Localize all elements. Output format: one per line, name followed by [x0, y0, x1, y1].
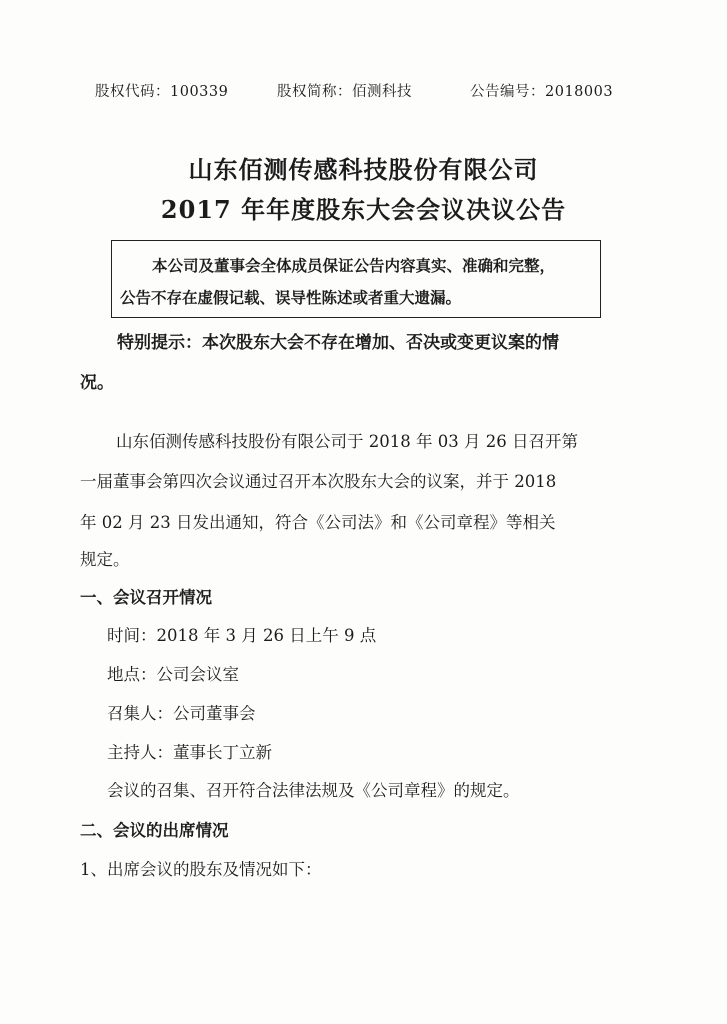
- intro-line-2: 一届董事会第四次会议通过召开本次股东大会的议案，并于 2018: [80, 472, 557, 491]
- stock-code: 股权代码：100339: [95, 84, 229, 100]
- document-title-line-2: 2017 年年度股东大会会议决议公告: [160, 195, 567, 224]
- document-title-line-1: 山东佰测传感科技股份有限公司: [188, 155, 539, 184]
- intro-line-1: 山东佰测传感科技股份有限公司于 2018 年 03 月 26 日召开第: [116, 432, 578, 451]
- intro-line-3: 年 02 月 23 日发出通知，符合《公司法》和《公司章程》等相关: [80, 513, 556, 532]
- intro-line-4: 规定。: [80, 550, 130, 569]
- special-note-line-1: 特别提示：本次股东大会不存在增加、否决或变更议案的情: [117, 333, 559, 353]
- header-line: [95, 80, 635, 100]
- meeting-host: 主持人：董事长丁立新: [107, 743, 272, 762]
- attendance-item-1: 1、出席会议的股东及情况如下：: [80, 860, 322, 879]
- section-1-heading: 一、会议召开情况: [80, 588, 212, 607]
- meeting-compliance: 会议的召集、召开符合法律法规及《公司章程》的规定。: [107, 781, 520, 800]
- guarantee-notice-box: [111, 240, 601, 318]
- meeting-time: 时间：2018 年 3 月 26 日上午 9 点: [107, 626, 377, 645]
- notice-number: 公告编号：2018003: [470, 84, 614, 100]
- meeting-location: 地点：公司会议室: [107, 665, 239, 684]
- special-note-line-2: 况。: [80, 373, 114, 393]
- section-2-heading: 二、会议的出席情况: [80, 821, 229, 840]
- meeting-convener: 召集人：公司董事会: [107, 704, 256, 723]
- stock-short-name: 股权简称：佰测科技: [277, 84, 412, 100]
- guarantee-line-2: 公告不存在虚假记载、误导性陈述或者重大遗漏。: [120, 288, 462, 307]
- guarantee-line-1: 本公司及董事会全体成员保证公告内容真实、准确和完整，: [152, 256, 556, 275]
